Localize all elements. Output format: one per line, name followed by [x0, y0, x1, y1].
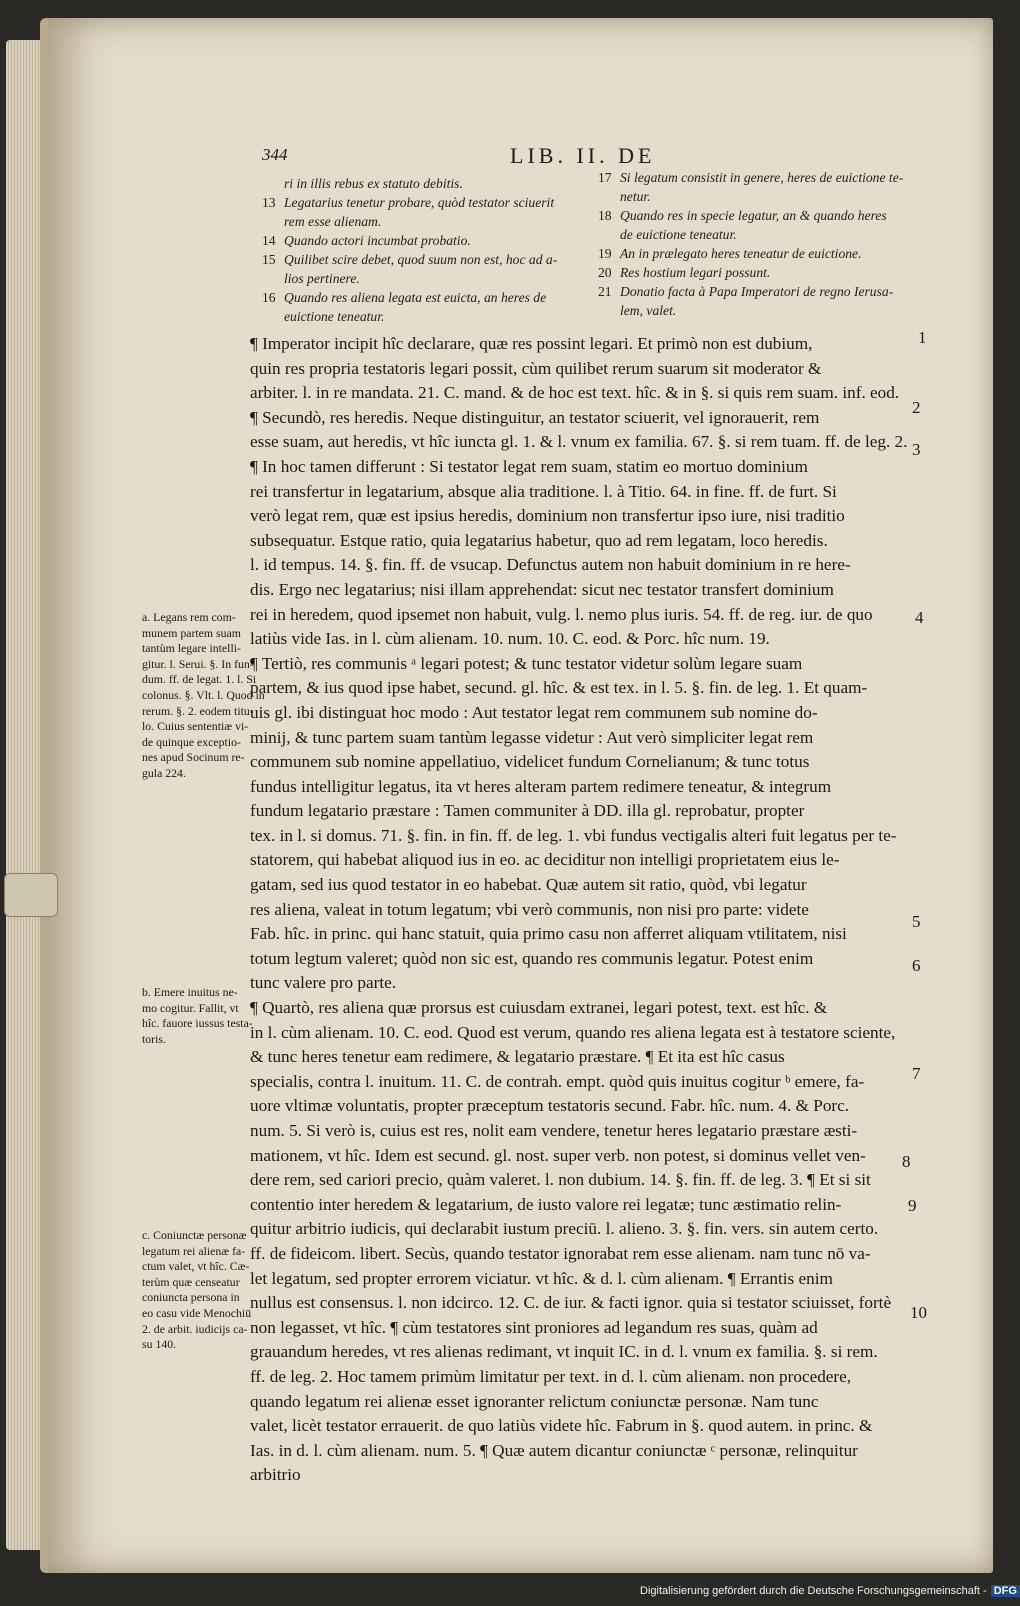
body-line: valet, licèt testator errauerit. de quo latiùs videte hîc. Fabrum in §. quod autem. in princ. & [250, 1416, 873, 1436]
margin-note-line: eo casu vide Menochiū [142, 1305, 252, 1320]
paragraph-number: 4 [915, 608, 924, 627]
summary-item [598, 301, 928, 320]
body-line: specialis, contra l. inuitum. 11. C. de contrah. empt. quòd quis inuitus cogitur ᵇ emere, fa- [250, 1071, 865, 1091]
margin-note-line: dum. ff. de legat. 1. l. Si [142, 672, 257, 687]
margin-note-line: nes apud Socinum re- [142, 750, 245, 765]
summary-item-text: Quando actori incumbat probatio. [284, 233, 471, 248]
margin-note-line: terùm quæ censeatur [142, 1274, 240, 1289]
body-line: quando legatum rei alienæ esset ignoranter relictum coniunctæ personæ. Nam tunc [250, 1391, 819, 1411]
summary-item [598, 244, 928, 263]
margin-note-line: gitur. l. Serui. §. In fun- [142, 656, 254, 671]
body-line: fundus intelligitur legatus, ita vt heres alteram partem redimere teneatur, & integrum [250, 776, 832, 796]
summary-item [262, 288, 592, 307]
body-line: rei in heredem, quod ipsemet non habuit, vulg. l. nemo plus iuris. 54. ff. de reg. iur. de quo [250, 604, 873, 624]
summary-item [262, 231, 592, 250]
body-line: contentio inter heredem & legatarium, de iusto valore rei legatæ; tunc æstimatio relin- [250, 1194, 842, 1214]
running-title: LIB. II. DE [510, 143, 656, 168]
summary-item [598, 263, 928, 282]
body-line: ¶ In hoc tamen differunt : Si testator legat rem suam, statim eo mortuo dominium [250, 456, 808, 476]
body-line: latiùs vide Ias. in l. cùm alienam. 10. num. 10. C. eod. & Porc. hîc num. 19. [250, 629, 770, 649]
body-line: ff. de fideicom. libert. Secùs, quando testator ignorabat rem esse alienam. nam tunc nō va- [250, 1243, 871, 1263]
summary-item-text: euictione teneatur. [284, 309, 385, 324]
summary-item-number: 16 [262, 290, 276, 305]
summary-item-text: Quando res aliena legata est euicta, an heres de [284, 290, 547, 305]
margin-note-line: munem partem suam [142, 625, 241, 640]
summary-item [598, 187, 928, 206]
body-line: tex. in l. si domus. 71. §. fin. in fin. ff. de leg. 1. vbi fundus vectigalis alteri fuit legatus per te- [250, 825, 897, 845]
margin-note-line: su 140. [142, 1337, 177, 1352]
summary-left-column [262, 174, 592, 326]
paragraph-number: 9 [908, 1196, 917, 1215]
margin-note-line: toris. [142, 1031, 166, 1046]
margin-note-line: mo cogitur. Fallit, vt [142, 1000, 239, 1015]
book-page-edges [6, 40, 44, 1550]
summary-item-number: 13 [262, 195, 276, 210]
book-clasp [4, 873, 58, 917]
body-line: Ias. in d. l. cùm alienam. num. 5. ¶ Quæ autem dicantur coniunctæ ᶜ personæ, relinquitur [250, 1440, 858, 1460]
margin-note-line: legatum rei alienæ fa- [142, 1243, 246, 1258]
body-line: ¶ Imperator incipit hîc declarare, quæ res possint legari. Et primò non est dubium, [250, 334, 813, 353]
summary-item-number: 17 [598, 170, 612, 185]
paragraph-number: 5 [912, 912, 921, 931]
margin-note-line: tantùm legare intelli- [142, 641, 241, 656]
summary-item [598, 282, 928, 301]
margin-note-line: lo. Cuius sententiæ vi- [142, 719, 249, 734]
summary-item-text: Quando res in specie legatur, an & quando heres [620, 208, 887, 223]
summary-item-text: Donatio facta à Papa Imperatori de regno Ierusa- [620, 284, 894, 299]
margin-note-line: a. Legans rem com- [142, 610, 236, 624]
body-line: rei transfertur in legatarium, absque alia traditione. l. à Titio. 64. in fine. ff. de furt. Si [250, 481, 837, 501]
margin-note-line: de quinque exceptio- [142, 734, 241, 749]
page-number: 344 [262, 145, 288, 164]
summary-item-text: netur. [620, 189, 651, 204]
body-line: Fab. hîc. in princ. qui hanc statuit, quia primo casu non afferret aliquam vtilitatem, nisi [250, 924, 847, 944]
body-line: gatam, sed ius quod testator in eo habebat. Quæ autem sit ratio, quòd, vbi legatur [250, 875, 807, 895]
summary-item-number: 15 [262, 252, 276, 267]
body-line: tunc valere pro parte. [250, 973, 397, 993]
summary-item-text: lios pertinere. [284, 271, 360, 286]
body-line: num. 5. Si verò is, cuius est res, nolit eam vendere, tenetur heres legatario præstare æsti- [250, 1121, 858, 1140]
body-line: ¶ Secundò, res heredis. Neque distinguitur, an testator sciuerit, vel ignorauerit, rem [250, 407, 820, 427]
summary-item-text: Si legatum consistit in genere, heres de euictione te- [620, 170, 904, 185]
body-line: grauandum heredes, vt res alienas redimant, vt inquit IC. in d. l. vnum ex familia. §. si rem. [250, 1342, 878, 1362]
body-line: l. id tempus. 14. §. fin. ff. de vsucap. Defunctus autem non habuit dominium in re here- [250, 555, 851, 575]
margin-note-line: 2. de arbit. iudicijs ca- [142, 1321, 248, 1336]
body-line: mationem, vt hîc. Idem est secund. gl. nost. super verb. non potest, si dominus vellet ven- [250, 1145, 866, 1165]
margin-note [142, 985, 254, 1047]
margin-note-line: hîc. fauore iussus testa- [142, 1016, 253, 1031]
body-line: subsequatur. Estque ratio, quia legatarius habetur, quo ad rem legatam, loco heredis. [250, 530, 828, 550]
summary-item-number: 20 [598, 265, 612, 280]
body-line: arbitrio [250, 1465, 301, 1485]
body-line: uore vltimæ voluntatis, propter præceptum testatoris secund. Fabr. hîc. num. 4. & Porc. [250, 1096, 850, 1116]
paragraph-number: 1 [918, 328, 927, 347]
summary-item-number: 19 [598, 246, 612, 261]
paragraph-number: 10 [910, 1303, 927, 1322]
paragraph-number: 7 [912, 1064, 921, 1083]
dfg-logo: DFG [991, 1585, 1020, 1597]
paragraph-number: 6 [912, 956, 921, 975]
body-line: fundum legatario præstare : Tamen communiter à DD. illa gl. reprobatur, propter [250, 801, 805, 821]
body-line: uis gl. ibi distinguat hoc modo : Aut testator legat rem communem sub nomine do- [250, 702, 818, 722]
summary-right-column [598, 168, 928, 320]
body-line: ¶ Tertiò, res communis ᵃ legari potest; & tunc testator videtur solùm legare suam [250, 653, 803, 673]
summary-item [598, 225, 928, 244]
body-line: ff. de leg. 2. Hoc tamem primùm limitatur per text. in d. l. cùm alienam. non procedere, [250, 1366, 852, 1386]
margin-note-line: b. Emere inuitus ne- [142, 985, 238, 999]
summary-item-number: 18 [598, 208, 612, 223]
body-line: nullus est consensus. l. non idcirco. 12. C. de iur. & facti ignor. quia si testator sciuisset, fortè [250, 1293, 892, 1313]
summary-item-text: Legatarius tenetur probare, quòd testator sciuerit [284, 195, 555, 210]
body-line: res aliena, valeat in totum legatum; vbi verò communis, non nisi pro parte: videte [250, 899, 809, 919]
body-line: ¶ Quartò, res aliena quæ prorsus est cuiusdam extranei, legari potest, text. est hîc. & [250, 998, 828, 1018]
summary-item-number: 21 [598, 284, 612, 299]
body-line: non legasset, vt hîc. ¶ cùm testatores sint proniores ad legandum res suas, quàm ad [250, 1317, 818, 1337]
summary-item [262, 193, 592, 212]
body-line: & tunc heres tenetur eam redimere, & legatario præstare. ¶ Et ita est hîc casus [250, 1047, 785, 1067]
margin-note-line: gula 224. [142, 765, 186, 780]
margin-note-line: coniuncta persona in [142, 1290, 240, 1305]
body-line: dis. Ergo nec legatarius; nisi illam apprehendat: sicut nec testator transfert dominium [250, 579, 834, 599]
summary-item-text: Res hostium legari possunt. [620, 265, 771, 280]
body-line: communem sub nomine appellatiuo, videlicet fundum Cornelianum; & tunc totus [250, 752, 810, 772]
summary-item [598, 168, 928, 187]
summary-item-text: ri in illis rebus ex statuto debitis. [284, 176, 463, 191]
body-line: arbiter. l. in re mandata. 21. C. mand. & de hoc est text. hîc. & in §. si quis rem suam. inf. eod. [250, 383, 900, 403]
paragraph-number: 2 [912, 398, 921, 417]
summary-item-text: rem esse alienam. [284, 214, 382, 229]
digitization-footer [640, 1585, 1020, 1597]
summary-item [262, 212, 592, 231]
margin-note-line: colonus. §. Vlt. l. Quod in [142, 687, 265, 702]
body-line: quitur arbitrio iudicis, qui declarabit iustum preciū. l. alieno. 3. §. fin. vers. sin autem certo. [250, 1219, 879, 1239]
summary-item-text: An in prælegato heres teneatur de euictione. [620, 246, 862, 261]
body-line: in l. cùm alienam. 10. C. eod. Quod est verum, quando res aliena legata est à testatore sciente, [250, 1022, 896, 1042]
body-line: minij, & tunc partem suam tantùm legasse videtur : Aut verò simpliciter legat rem [250, 727, 814, 747]
body-line: esse suam, aut heredis, vt hîc iuncta gl. 1. & l. vnum ex familia. 67. §. si rem tuam. ff. de leg. 2. [250, 432, 908, 452]
body-line: quin res propria testatoris legari possit, cùm quilibet rerum suarum sit moderator & [250, 358, 822, 378]
summary-item [598, 206, 928, 225]
summary-item [262, 269, 592, 288]
body-line: dere rem, sed cariori precio, quàm valeret. l. non dubium. 14. §. fin. ff. de leg. 3. ¶ Et si sit [250, 1170, 871, 1190]
summary-item [262, 174, 592, 193]
body-line: totum legtum valeret; quòd non sic est, quando res communis legatur. Potest enim [250, 948, 814, 968]
margin-note [142, 610, 265, 782]
summary-item-text: Quilibet scire debet, quod suum non est, hoc ad a- [284, 252, 558, 267]
margin-note [142, 1228, 254, 1353]
body-line: partem, & ius quod ipse habet, secund. gl. hîc. & est tex. in l. 5. §. fin. de leg. 1. Et quam- [250, 678, 868, 698]
body-line: verò legat rem, quæ est ipsius heredis, dominium non transfertur ipso iure, nisi traditio [250, 506, 845, 526]
body-line: let legatum, sed propter errorem viciatur. vt hîc. & d. l. cùm alienam. ¶ Errantis enim [250, 1268, 833, 1288]
body-text [250, 324, 930, 1488]
summary-item-text: de euictione teneatur. [620, 227, 737, 242]
paragraph-number: 8 [902, 1152, 911, 1171]
margin-note-line: rerum. §. 2. eodem titu- [142, 703, 254, 718]
footer-text: Digitalisierung gefördert durch die Deutsche Forschungsgemeinschaft - [640, 1585, 987, 1597]
margin-note-line: c. Coniunctæ personæ [142, 1228, 247, 1242]
margin-note-line: ctum valet, vt hîc. Cæ- [142, 1259, 250, 1274]
summary-item [262, 250, 592, 269]
summary-item-number: 14 [262, 233, 276, 248]
summary-item-text: lem, valet. [620, 303, 677, 318]
body-line: statorem, qui habebat aliquod ius in eo. ac deciditur non intelligi proprietatem eius le- [250, 850, 840, 870]
paragraph-number: 3 [912, 440, 921, 459]
